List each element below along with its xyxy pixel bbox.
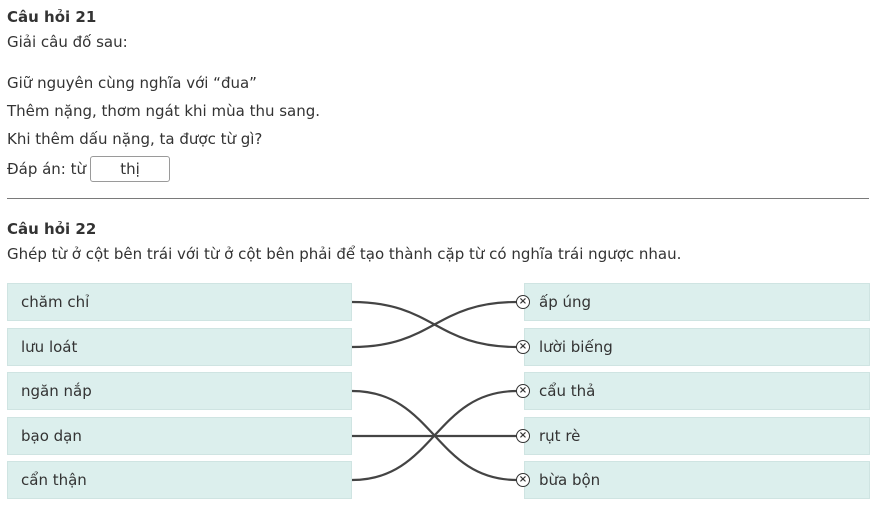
answer-input[interactable]: thị (90, 156, 170, 182)
right-item-label: lười biếng (539, 338, 613, 356)
riddle-line-1: Giữ nguyên cùng nghĩa với “đua” (7, 74, 257, 92)
question-22-instruction: Ghép từ ở cột bên trái với từ ở cột bên phải để tạo thành cặp từ có nghĩa trái ngược nhau. (7, 245, 682, 263)
right-item-label: bừa bộn (539, 471, 601, 489)
remove-match-icon[interactable]: × (516, 340, 530, 354)
left-item-label: bạo dạn (21, 427, 82, 445)
riddle-line-2: Thêm nặng, thơm ngát khi mùa thu sang. (7, 102, 321, 120)
remove-match-icon[interactable]: × (516, 384, 530, 398)
remove-match-icon[interactable]: × (516, 473, 530, 487)
right-item-label: rụt rè (539, 427, 581, 445)
match-line-2 (352, 302, 517, 347)
question-22-title: Câu hỏi 22 (7, 220, 97, 238)
left-item-label: cẩn thận (21, 471, 87, 489)
riddle-line-3: Khi thêm dấu nặng, ta được từ gì? (7, 130, 263, 148)
left-item-label: lưu loát (21, 338, 78, 356)
remove-match-icon[interactable]: × (516, 295, 530, 309)
right-item-label: cẩu thả (539, 382, 596, 400)
left-item-label: chăm chỉ (21, 293, 90, 311)
answer-label: Đáp án: từ (7, 160, 87, 178)
question-21-title: Câu hỏi 21 (7, 8, 97, 26)
question-21-instruction: Giải câu đố sau: (7, 33, 128, 51)
left-item-label: ngăn nắp (21, 382, 92, 400)
remove-match-icon[interactable]: × (516, 429, 530, 443)
right-item-label: ấp úng (539, 293, 592, 311)
